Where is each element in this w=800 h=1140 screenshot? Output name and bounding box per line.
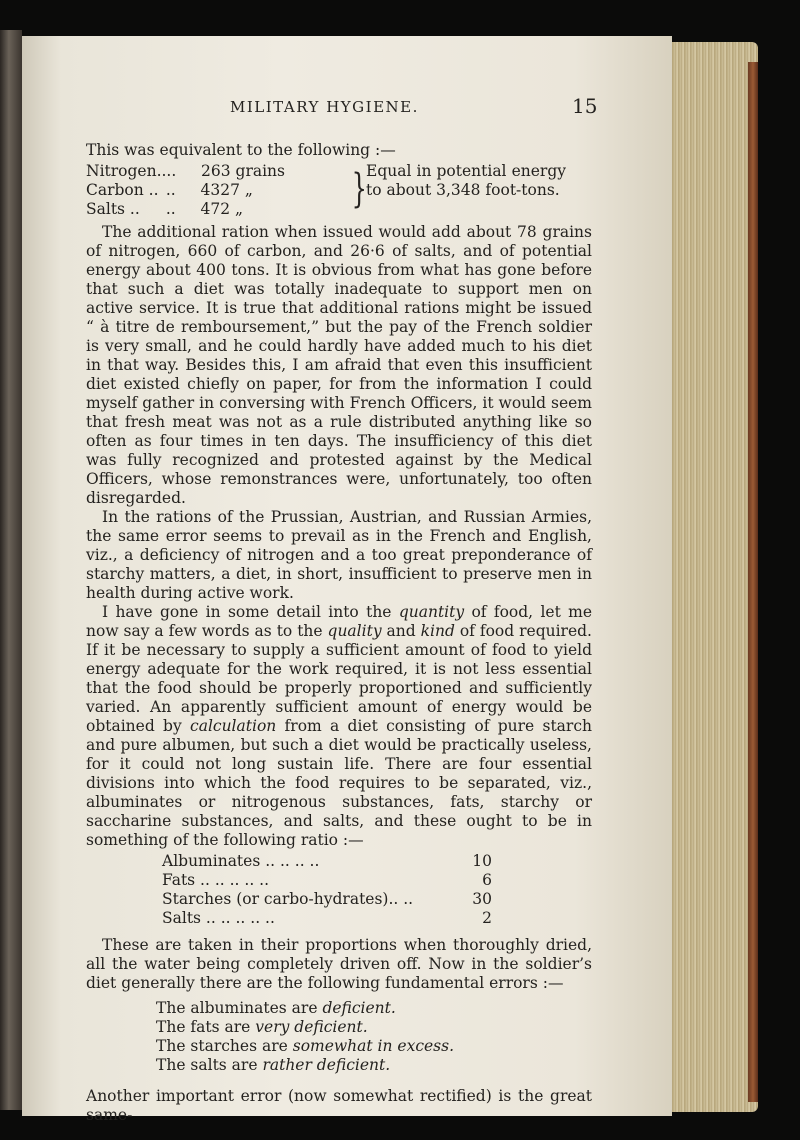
page-body [86,141,592,1125]
errors-list [156,999,592,1075]
ratio-row: Albuminates .. .. .. .. 10 [162,852,492,870]
paragraph: I have gone in some detail into the quantity of food, let me now say a few words as to the quality and kind of food required. If it be necessary to supply a sufficient amount of food to yield energy adequate for the work required, it is not less essential that the food should be properly proportioned and sufficiently varied. An apparently sufficient amount of energy would be obtained by calculation from a diet consisting of pure starch and pure albumen, but such a diet would be practically useless, for it could not long sustain life. There are four essential divisions into which the food requires to be separated, viz., albuminates or nitrogenous substances, fats, starchy or saccharine substances, and salts, and these ought to be in something of the following ratio :— [86,603,593,849]
book-page [22,36,672,1124]
error-item: The fats are very deficient. [156,1018,368,1036]
error-item: The salts are rather deficient. [156,1056,391,1074]
book-spine [0,30,22,1110]
composition-row: Salts .. .. 472 „ [86,200,244,218]
composition-row: Nitrogen.. .. 263 grains [86,162,285,180]
page-edges [662,42,758,1112]
page-number: 15 [572,94,598,118]
ratio-table [162,852,492,928]
ratio-row: Salts .. .. .. .. .. 2 [162,909,492,927]
paragraph: These are taken in their proportions when thoroughly dried, all the water being completely driven off. Now in the soldier’s diet generally there are the following fundamental errors :— [86,936,592,992]
running-title: MILITARY HYGIENE. [230,98,419,116]
brace-glyph: } [351,166,367,212]
composition-table [86,162,592,219]
error-item: The starches are somewhat in excess. [156,1037,455,1055]
error-item: The albuminates are deficient. [156,999,396,1017]
final-line: Another important error (now somewhat rectified) is the great same- [86,1087,592,1124]
paragraph: The additional ration when issued would add about 78 grains of nitrogen, 660 of carbon, and 26·6 of salts, and of potential energy about 400 tons. It is obvious from what has gone before that such a diet was totally inadequate to support men on active service. It is true that additional rations might be issued “ à titre de remboursement,” but the pay of the French soldier is very small, and he could hardly have added much to his diet in that way. Besides this, I am afraid that even this insufficient diet existed chiefly on paper, for from the information I could myself gather in conversing with French Officers, it would seem that fresh meat was not as a rule distributed anything like so often as four times in ten days. The insufficiency of this diet was fully recognized and protested against by the Medical Officers, whose remonstrances were, unfortunately, too often disregarded. [86,223,592,507]
paragraph: In the rations of the Prussian, Austrian, and Russian Armies, the same error seems to prevail as in the French and English, viz., a deficiency of nitrogen and a too great preponderance of starchy matters, a diet, in short, insufficient to preserve men in health during active work. [86,508,592,602]
ratio-row: Fats .. .. .. .. .. 6 [162,871,492,889]
ratio-row: Starches (or carbo-hydrates).. .. 30 [162,890,492,908]
intro-line: This was equivalent to the following :— [86,141,396,159]
composition-note: Equal in potential energy to about 3,348 foot-tons. [366,162,566,199]
composition-row: Carbon .. .. 4327 „ [86,181,253,199]
